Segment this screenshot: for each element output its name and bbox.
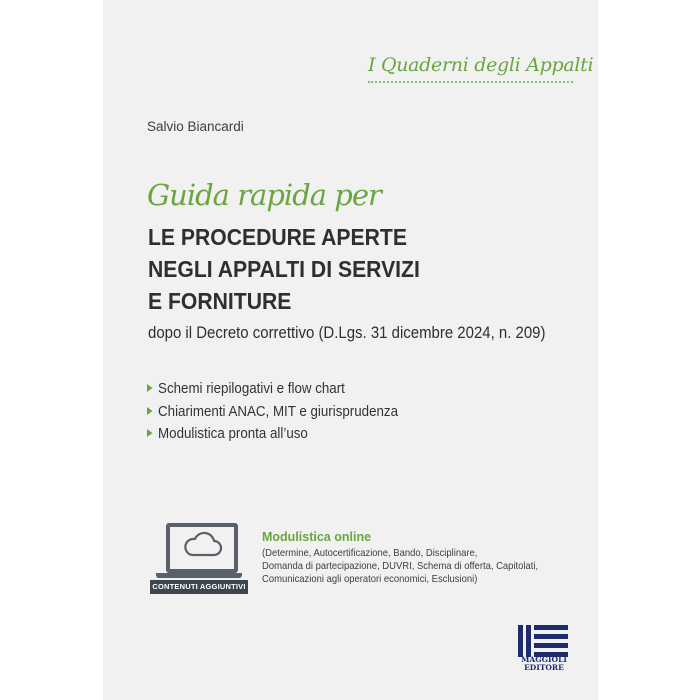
subtitle: dopo il Decreto correttivo (D.Lgs. 31 dicembre 2024, n. 209) <box>148 323 546 342</box>
feature-label: Modulistica pronta all’uso <box>158 426 308 442</box>
extra-content-badge: CONTENUTI AGGIUNTIVI <box>150 580 248 594</box>
online-forms-description <box>262 547 541 586</box>
title-script: Guida rapida per <box>147 178 381 212</box>
publisher-name-line-1: MAGGIOLI <box>521 655 567 664</box>
online-desc-line: Comunicazioni agli operatori economici, Esclusioni) <box>262 573 478 585</box>
feature-list <box>147 378 420 446</box>
main-title-line-3: E FORNITURE <box>148 288 292 314</box>
feature-item <box>147 378 398 401</box>
series-title: I Quaderni degli Appalti <box>368 54 594 76</box>
online-forms-title: Modulistica online <box>262 530 372 544</box>
publisher-name-line-2: EDITORE <box>524 663 564 672</box>
author-name: Salvio Biancardi <box>147 119 244 134</box>
feature-label: Schemi riepilogativi e flow chart <box>158 381 345 397</box>
feature-item <box>147 401 398 424</box>
book-cover <box>103 0 598 700</box>
main-title-line-1: LE PROCEDURE APERTE <box>148 224 407 250</box>
arrow-bullet-icon <box>147 407 153 415</box>
arrow-bullet-icon <box>147 384 153 392</box>
publisher-name <box>518 656 570 672</box>
series-dotted-rule <box>368 81 573 83</box>
online-desc-line: (Determine, Autocertificazione, Bando, Disciplinare, <box>262 547 478 559</box>
arrow-bullet-icon <box>147 429 153 437</box>
laptop-base <box>156 573 242 578</box>
main-title <box>148 221 420 317</box>
feature-label: Chiarimenti ANAC, MIT e giurisprudenza <box>158 403 399 420</box>
cloud-icon <box>170 531 234 561</box>
feature-item <box>147 423 398 446</box>
online-desc-line: Domanda di partecipazione, DUVRI, Schema di offerta, Capitolati, <box>262 560 539 572</box>
publisher-mark-icon <box>518 625 568 657</box>
publisher-logo <box>518 625 570 671</box>
main-title-line-2: NEGLI APPALTI DI SERVIZI <box>148 256 420 282</box>
